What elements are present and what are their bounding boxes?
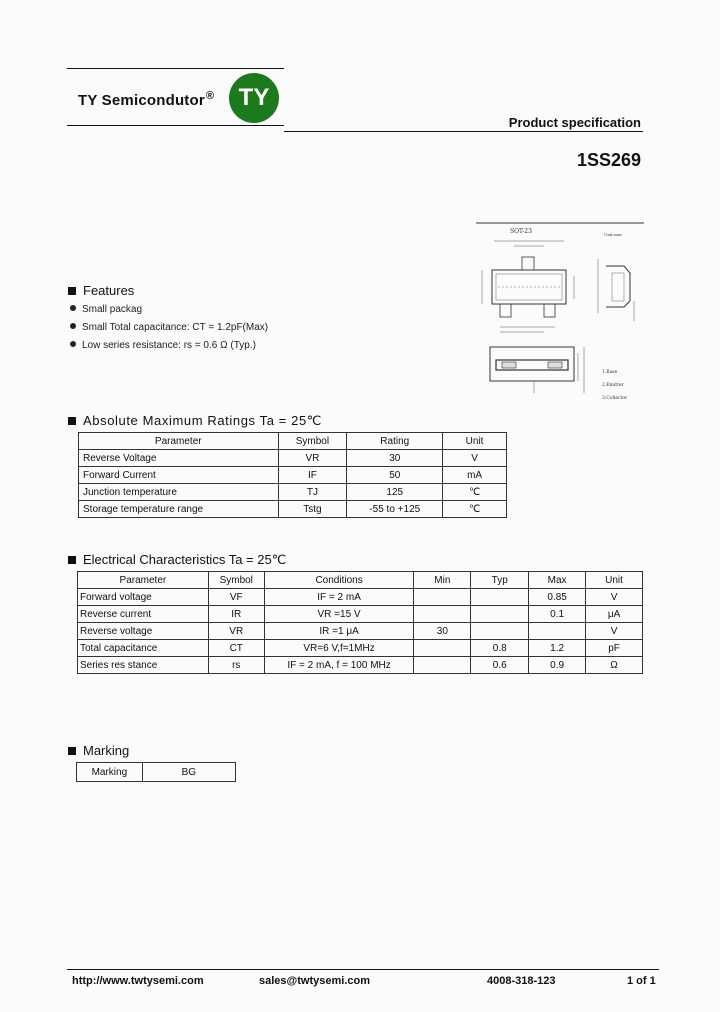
table-cell: 0.6 xyxy=(471,657,529,674)
table-cell: Reverse current xyxy=(78,606,209,623)
feature-item: Small Total capacitance: CT = 1.2pF(Max) xyxy=(70,322,268,333)
table-row xyxy=(79,450,507,467)
table-row xyxy=(78,623,643,640)
table-cell: -55 to +125 xyxy=(347,501,443,518)
table-row xyxy=(78,606,643,623)
table-cell: VR =15 V xyxy=(264,606,414,623)
table-row xyxy=(77,763,236,782)
table-cell: IR =1 μA xyxy=(264,623,414,640)
table-cell: VR=6 V,f=1MHz xyxy=(264,640,414,657)
pin-label-1: 1.Base xyxy=(602,370,618,375)
table-cell xyxy=(414,640,471,657)
table-cell: mA xyxy=(443,467,507,484)
table-cell xyxy=(414,657,471,674)
table-cell xyxy=(529,623,586,640)
table-header-cell: Conditions xyxy=(264,572,414,589)
abs-max-title: Absolute Maximum Ratings Ta = 25℃ xyxy=(68,413,322,429)
table-cell: Reverse voltage xyxy=(78,623,209,640)
table-cell: 50 xyxy=(347,467,443,484)
table-cell: 30 xyxy=(414,623,471,640)
table-cell: Total capacitance xyxy=(78,640,209,657)
marking-label: Marking xyxy=(77,763,143,782)
table-cell xyxy=(414,589,471,606)
table-cell: ℃ xyxy=(443,501,507,518)
pin-label-2: 2.Emitter xyxy=(602,383,624,388)
table-cell: μA xyxy=(586,606,643,623)
table-cell: V xyxy=(586,589,643,606)
table-cell: V xyxy=(443,450,507,467)
header-top-rule xyxy=(67,68,284,69)
section-square-icon xyxy=(68,417,76,425)
sot23-package-drawing xyxy=(474,221,644,411)
table-cell xyxy=(414,606,471,623)
table-cell xyxy=(471,623,529,640)
doc-type: Product specification xyxy=(508,115,641,130)
header-rule-left xyxy=(67,125,284,126)
table-header-cell: Parameter xyxy=(78,572,209,589)
unit-note: Unit:mm xyxy=(604,232,622,237)
table-cell: CT xyxy=(208,640,264,657)
table-header-cell: Typ xyxy=(471,572,529,589)
table-cell: V xyxy=(586,623,643,640)
table-cell: TJ xyxy=(278,484,347,501)
part-number: 1SS269 xyxy=(576,150,641,170)
ty-logo: TY xyxy=(229,73,279,123)
elec-title: Electrical Characteristics Ta = 25℃ xyxy=(68,552,286,568)
features-title: Features xyxy=(68,283,134,298)
table-cell: 0.9 xyxy=(529,657,586,674)
pin-label-3: 3.Collector xyxy=(602,396,628,401)
marking-title: Marking xyxy=(68,743,129,758)
table-header-cell: Rating xyxy=(347,433,443,450)
section-square-icon xyxy=(68,287,76,295)
table-header-row xyxy=(78,572,643,589)
table-cell: ℃ xyxy=(443,484,507,501)
table-row xyxy=(79,467,507,484)
table-row xyxy=(78,640,643,657)
table-cell: pF xyxy=(586,640,643,657)
page-number: 1 of 1 xyxy=(627,975,656,987)
bullet-icon xyxy=(70,323,76,329)
table-row xyxy=(79,484,507,501)
table-cell: 1.2 xyxy=(529,640,586,657)
table-header-cell: Min xyxy=(414,572,471,589)
website-link[interactable]: http://www.twtysemi.com xyxy=(72,975,204,987)
feature-item: Small packag xyxy=(70,304,142,315)
table-row xyxy=(78,589,643,606)
table-cell: VF xyxy=(208,589,264,606)
abs-max-table xyxy=(78,432,507,518)
table-cell: VR xyxy=(278,450,347,467)
package-name: SOT-23 xyxy=(510,228,532,235)
table-cell: 125 xyxy=(347,484,443,501)
table-cell: Series res stance xyxy=(78,657,209,674)
table-cell: IR xyxy=(208,606,264,623)
marking-value: BG xyxy=(142,763,235,782)
table-cell: 0.1 xyxy=(529,606,586,623)
table-cell: Tstg xyxy=(278,501,347,518)
table-row xyxy=(79,501,507,518)
table-cell: Storage temperature range xyxy=(79,501,279,518)
email-link[interactable]: sales@twtysemi.com xyxy=(259,975,370,987)
table-cell: Ω xyxy=(586,657,643,674)
company-name: TY Semicondutor® xyxy=(78,90,215,109)
table-header-cell: Unit xyxy=(443,433,507,450)
table-header-cell: Symbol xyxy=(208,572,264,589)
table-cell xyxy=(471,606,529,623)
table-cell: 0.8 xyxy=(471,640,529,657)
table-header-cell: Symbol xyxy=(278,433,347,450)
table-header-cell: Unit xyxy=(586,572,643,589)
table-cell: IF = 2 mA, f = 100 MHz xyxy=(264,657,414,674)
section-square-icon xyxy=(68,556,76,564)
table-cell: Junction temperature xyxy=(79,484,279,501)
table-cell: Forward voltage xyxy=(78,589,209,606)
bullet-icon xyxy=(70,305,76,311)
table-cell: 30 xyxy=(347,450,443,467)
table-header-cell: Max xyxy=(529,572,586,589)
header-rule-right xyxy=(284,131,643,132)
table-header-row xyxy=(79,433,507,450)
table-cell xyxy=(471,589,529,606)
table-row xyxy=(78,657,643,674)
section-square-icon xyxy=(68,747,76,755)
table-header-cell: Parameter xyxy=(79,433,279,450)
table-cell: VR xyxy=(208,623,264,640)
elec-table xyxy=(77,571,643,674)
table-cell: 0.85 xyxy=(529,589,586,606)
footer-rule xyxy=(67,969,659,970)
table-cell: IF = 2 mA xyxy=(264,589,414,606)
feature-item: Low series resistance: rs = 0.6 Ω (Typ.) xyxy=(70,340,256,351)
bullet-icon xyxy=(70,341,76,347)
table-cell: Forward Current xyxy=(79,467,279,484)
table-cell: rs xyxy=(208,657,264,674)
phone-number: 4008-318-123 xyxy=(487,975,556,987)
table-cell: IF xyxy=(278,467,347,484)
marking-table xyxy=(76,762,236,782)
table-cell: Reverse Voltage xyxy=(79,450,279,467)
